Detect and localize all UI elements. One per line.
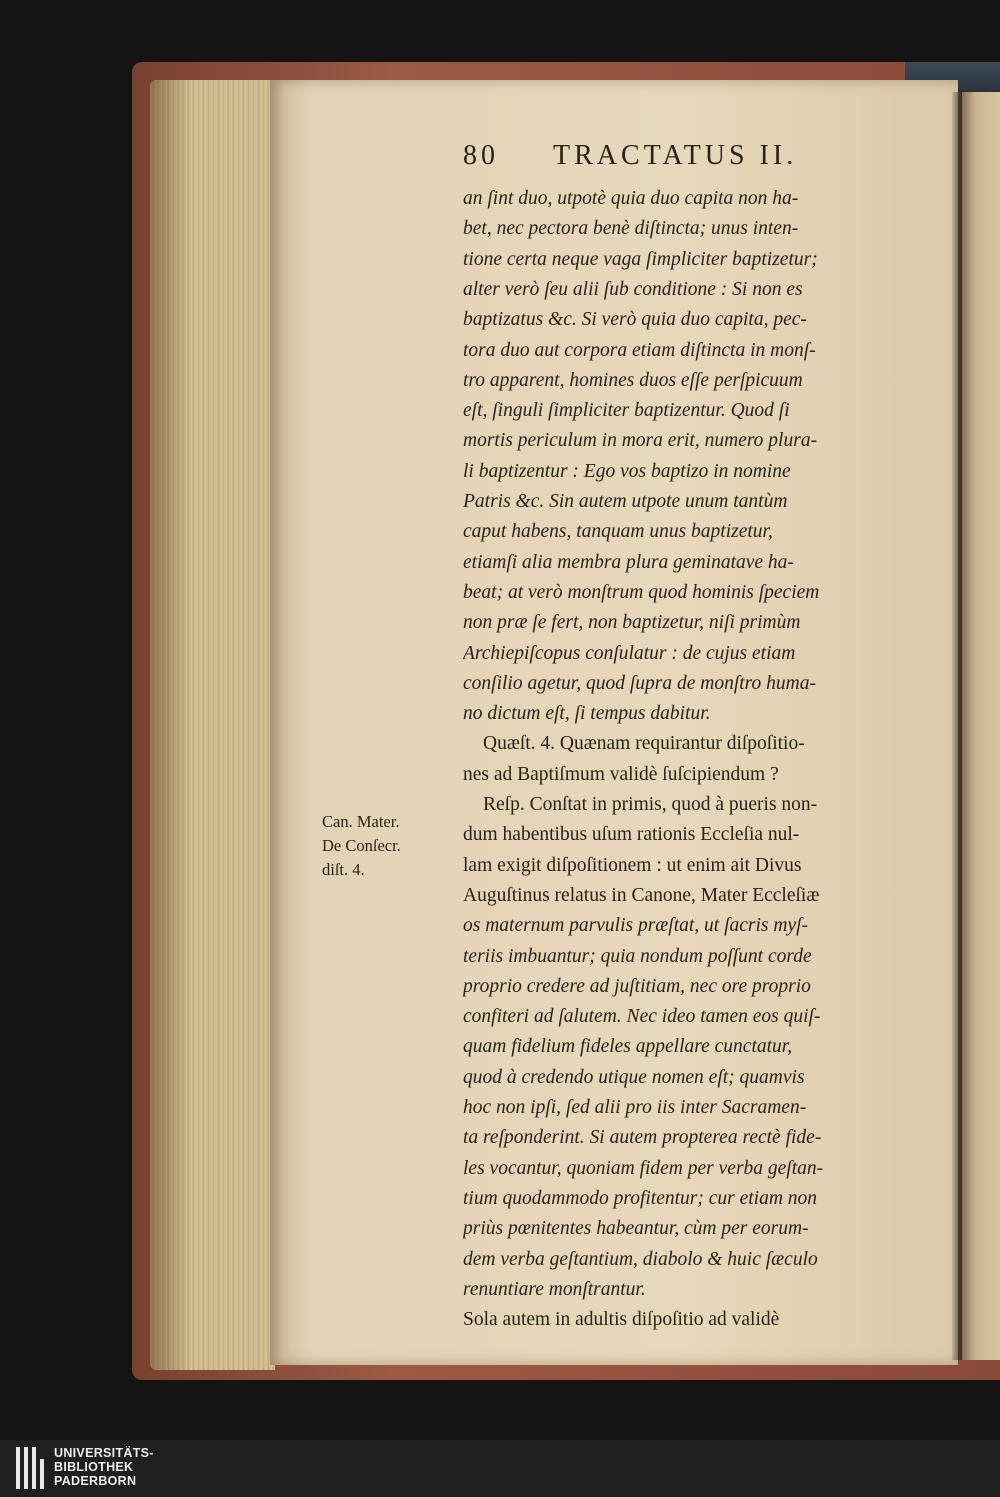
text-line: quam fidelium fideles appellare cunctatur, xyxy=(463,1036,793,1058)
text-line: li baptizentur : Ego vos baptizo in nomine xyxy=(463,460,791,482)
text-line: Quæſt. 4. Quænam requirantur diſpoſitio- xyxy=(483,733,805,755)
running-title: TRACTATUS II. xyxy=(553,140,798,171)
text-line: tro apparent, homines duos eſſe perſpicuum xyxy=(463,369,803,391)
text-line: confiteri ad ſalutem. Nec ideo tamen eos quiſ- xyxy=(463,1006,821,1028)
text-line: hoc non ipſi, ſed alii pro iis inter Sacramen- xyxy=(463,1097,807,1118)
text-line: proprio credere ad juſtitiam, nec ore proprio xyxy=(463,975,811,997)
text-line: os maternum parvulis præſtat, ut ſacris myſ- xyxy=(463,915,809,937)
text-line: caput habens, tanquam unus baptizetur, xyxy=(463,521,773,543)
text-line: quod à credendo utique nomen eſt; quamvis xyxy=(463,1066,805,1088)
text-line: mortis periculum in mora erit, numero plura- xyxy=(463,430,818,452)
text-line: beat; at verò monſtrum quod hominis ſpeciem xyxy=(463,581,820,603)
text-line: eſt, ſinguli ſimpliciter baptizentur. Quod ſi xyxy=(463,400,790,422)
text-line: alter verò ſeu alii ſub conditione : Si non es xyxy=(463,278,803,300)
text-line: lam exigit diſpoſitionem : ut enim ait Divus xyxy=(463,854,802,876)
text-line: dum habentibus uſum rationis Eccleſia nul- xyxy=(463,824,800,846)
text-line: tora duo aut corpora etiam diſtincta in monſ- xyxy=(463,339,816,361)
text-line: no dictum eſt, ſi tempus dabitur. xyxy=(463,703,711,725)
text-line: etiamſi alia membra plura geminatave ha- xyxy=(463,551,794,573)
text-line: bet, nec pectora benè diſtincta; unus inten- xyxy=(463,218,799,240)
text-line: Archiepiſcopus conſulatur : de cujus etiam xyxy=(463,642,796,664)
text-line: Patris &c. Sin autem utpote unum tantùm xyxy=(463,491,788,512)
page-edges-shadow xyxy=(150,80,190,1370)
text-line: priùs pœnitentes habeantur, cùm per eorum- xyxy=(463,1218,809,1240)
text-line: an ſint duo, utpotè quia duo capita non ha- xyxy=(463,188,799,209)
running-head xyxy=(463,140,933,182)
library-logo-text xyxy=(54,1446,214,1488)
logo-line: BIBLIOTHEK xyxy=(54,1460,134,1474)
text-line: ta reſponderint. Si autem propterea rectè fide- xyxy=(463,1127,822,1149)
text-line: Auguſtinus relatus in Canone, Mater Eccleſiæ xyxy=(463,884,820,906)
text-line: Sola autem in adultis diſpoſitio ad validè xyxy=(463,1309,780,1331)
text-line: nes ad Baptiſmum validè ſuſcipiendum ? xyxy=(463,763,779,785)
text-line: dem verba geſtantium, diabolo & huic ſæculo xyxy=(463,1248,818,1270)
facing-page-edge xyxy=(958,92,1000,1360)
page-number: 80 xyxy=(463,140,499,171)
text-line: tione certa neque vaga ſimpliciter baptizetur; xyxy=(463,248,818,270)
text-line: Reſp. Conſtat in primis, quod à pueris non- xyxy=(483,794,818,815)
text-line: baptizatus &c. Si verò quia duo capita, pec- xyxy=(463,309,807,331)
library-logo-icon xyxy=(16,1447,46,1489)
margin-note-line: diſt. 4. xyxy=(322,860,365,879)
text-line: les vocantur, quoniam fidem per verba geſtan- xyxy=(463,1157,824,1179)
logo-line: UNIVERSITÄTS- xyxy=(54,1446,154,1460)
logo-line: PADERBORN xyxy=(54,1474,137,1488)
gutter-shadow xyxy=(952,92,962,1360)
text-line: renuntiare monſtrantur. xyxy=(463,1278,646,1300)
text-line: tium quodammodo profitentur; cur etiam non xyxy=(463,1187,818,1209)
text-line: conſilio agetur, quod ſupra de monſtro huma- xyxy=(463,672,816,694)
text-line: non præ ſe fert, non baptizetur, niſi primùm xyxy=(463,612,801,634)
margin-note-line: Can. Mater. xyxy=(322,812,400,831)
margin-note-line: De Conſecr. xyxy=(322,836,401,855)
text-line: teriis imbuantur; quia nondum poſſunt corde xyxy=(463,945,812,967)
